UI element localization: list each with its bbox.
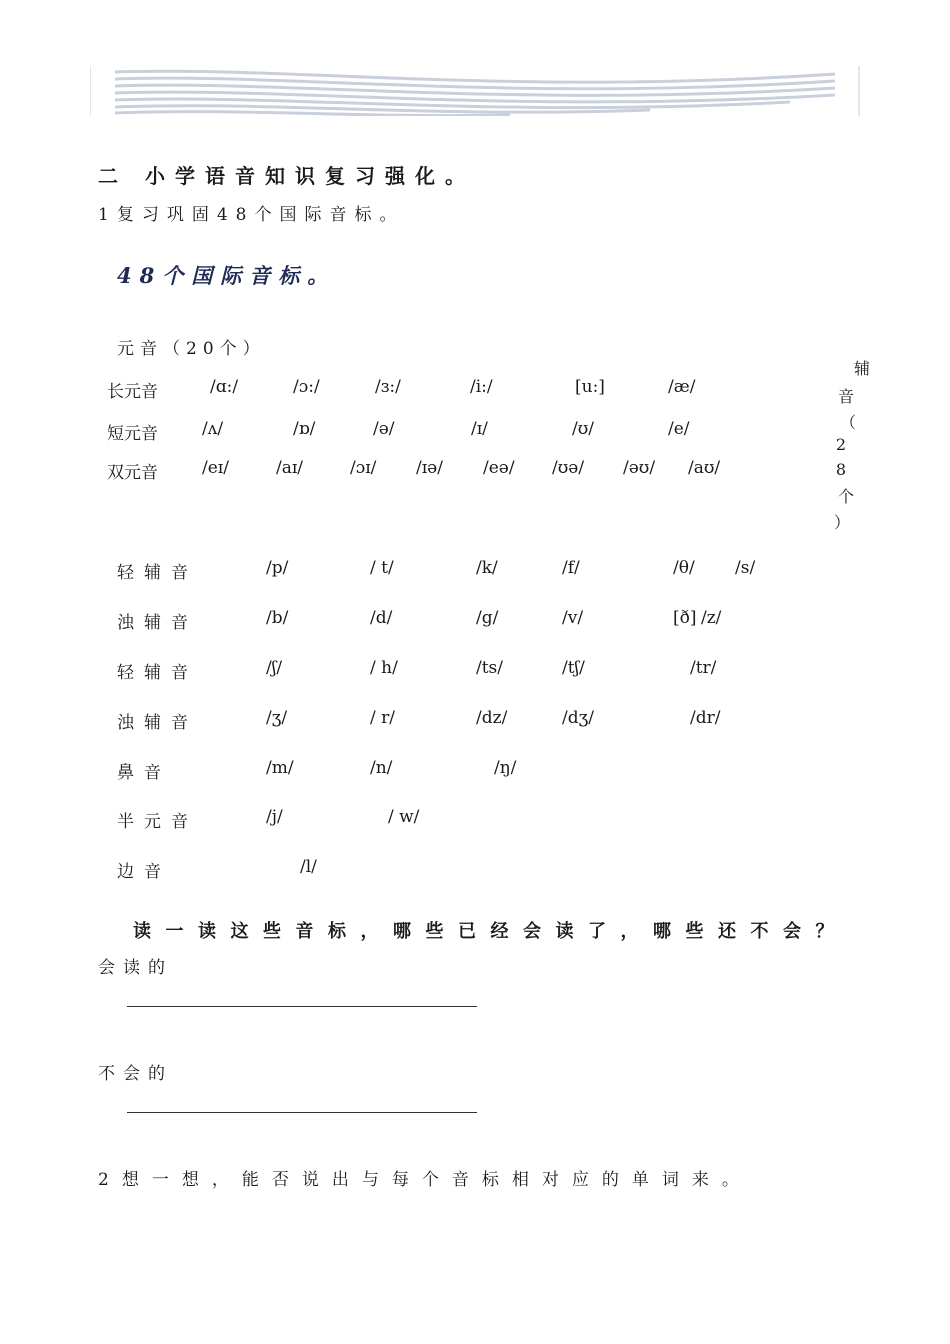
- ipa-symbol: /aʊ/: [688, 458, 721, 478]
- ipa-symbol: /j/: [266, 807, 283, 827]
- section-heading: 二 小学语音知识复习强化。: [98, 164, 475, 188]
- ipa-symbol: /e/: [668, 419, 690, 439]
- ipa-symbol: /eə/: [483, 458, 515, 478]
- ipa-symbol: /ɒ/: [293, 419, 316, 439]
- ipa-symbol: /m/: [266, 758, 294, 778]
- side-char: 2: [835, 435, 847, 454]
- consonant-row-label: 鼻音: [117, 763, 171, 783]
- ipa-symbol: /ə/: [373, 419, 395, 439]
- cannot-read-answer-line[interactable]: [127, 1112, 477, 1113]
- ipa-symbol: /f/: [562, 558, 580, 578]
- ipa-symbol: /ɪ/: [471, 419, 488, 439]
- ipa-symbol: /ʌ/: [202, 419, 224, 439]
- ipa-symbol: [u:]: [575, 377, 605, 397]
- ipa-symbol: /tʃ/: [562, 658, 585, 678]
- ipa-symbol: /ɜ:/: [375, 377, 401, 397]
- consonant-row-label: 边音: [117, 862, 171, 882]
- ipa-symbol: /i:/: [470, 377, 493, 397]
- ipa-symbol: /l/: [300, 857, 317, 877]
- ipa-symbol: [ð]: [673, 608, 697, 628]
- vowel-row-label: 短元音: [107, 424, 158, 444]
- ipa-symbol: /ts/: [476, 658, 504, 678]
- ipa-symbol: / r/: [370, 708, 395, 728]
- ipa-symbol: /ɔ:/: [293, 377, 320, 397]
- consonant-row-label: 半元音: [117, 812, 198, 832]
- consonant-row-label: 轻辅音: [117, 563, 198, 583]
- item-2-text: 2想一想，能否说出与每个音标相对应的单词来。: [98, 1170, 752, 1190]
- ipa-symbol: /θ/: [673, 558, 695, 578]
- vowel-row-label: 长元音: [107, 382, 158, 402]
- ipa-symbol: /eɪ/: [202, 458, 229, 478]
- item-1-text: 1复习巩固48个国际音标。: [98, 205, 405, 225]
- ipa-symbol: /s/: [735, 558, 756, 578]
- practice-prompt: 读一读这些音标，哪些已经会读了，哪些还不会？: [133, 921, 848, 942]
- consonant-row-label: 浊辅音: [117, 713, 198, 733]
- ipa-symbol: /ʊə/: [552, 458, 585, 478]
- consonant-row-label: 浊辅音: [117, 613, 198, 633]
- ipa-symbol: /ʒ/: [266, 708, 288, 728]
- side-char: 8: [835, 460, 847, 479]
- ipa-symbol: / t/: [370, 558, 394, 578]
- cannot-read-label: 不会的: [98, 1064, 173, 1084]
- ipa-symbol: /aɪ/: [276, 458, 304, 478]
- ipa-symbol: /dz/: [476, 708, 508, 728]
- ipa-symbol: /dr/: [690, 708, 721, 728]
- ipa-symbol: /dʒ/: [562, 708, 594, 728]
- ipa-symbol: /ɑ:/: [210, 377, 239, 397]
- ipa-symbol: / w/: [388, 807, 420, 827]
- ipa-symbol: /n/: [370, 758, 393, 778]
- ipa-symbol: / h/: [370, 658, 398, 678]
- ipa-symbol: /əʊ/: [623, 458, 656, 478]
- ipa-title: 48个国际音标。: [117, 263, 337, 288]
- side-char: ）: [833, 513, 850, 532]
- ipa-symbol: /k/: [476, 558, 498, 578]
- ipa-symbol: /b/: [266, 608, 289, 628]
- ipa-symbol: /ŋ/: [494, 758, 517, 778]
- ipa-symbol: /æ/: [668, 377, 696, 397]
- can-read-answer-line[interactable]: [127, 1006, 477, 1007]
- ipa-symbol: /ʃ/: [266, 658, 283, 678]
- ipa-symbol: /tr/: [690, 658, 717, 678]
- ipa-symbol: /v/: [562, 608, 584, 628]
- side-char: 辅: [853, 359, 870, 378]
- side-char: （: [839, 413, 856, 432]
- side-char: 个: [837, 487, 854, 506]
- ipa-symbol: /p/: [266, 558, 289, 578]
- ipa-symbol: /z/: [701, 608, 722, 628]
- ipa-symbol: /g/: [476, 608, 499, 628]
- ipa-symbol: /ɪə/: [416, 458, 443, 478]
- consonant-row-label: 轻辅音: [117, 663, 198, 683]
- side-char: 音: [837, 387, 854, 406]
- ipa-symbol: /ɔɪ/: [350, 458, 377, 478]
- can-read-label: 会读的: [98, 958, 173, 978]
- vowel-row-label: 双元音: [107, 463, 158, 483]
- vowels-header: 元音（20个）: [117, 339, 266, 359]
- ipa-symbol: /ʊ/: [572, 419, 594, 439]
- header-decoration: [90, 66, 860, 116]
- ipa-symbol: /d/: [370, 608, 393, 628]
